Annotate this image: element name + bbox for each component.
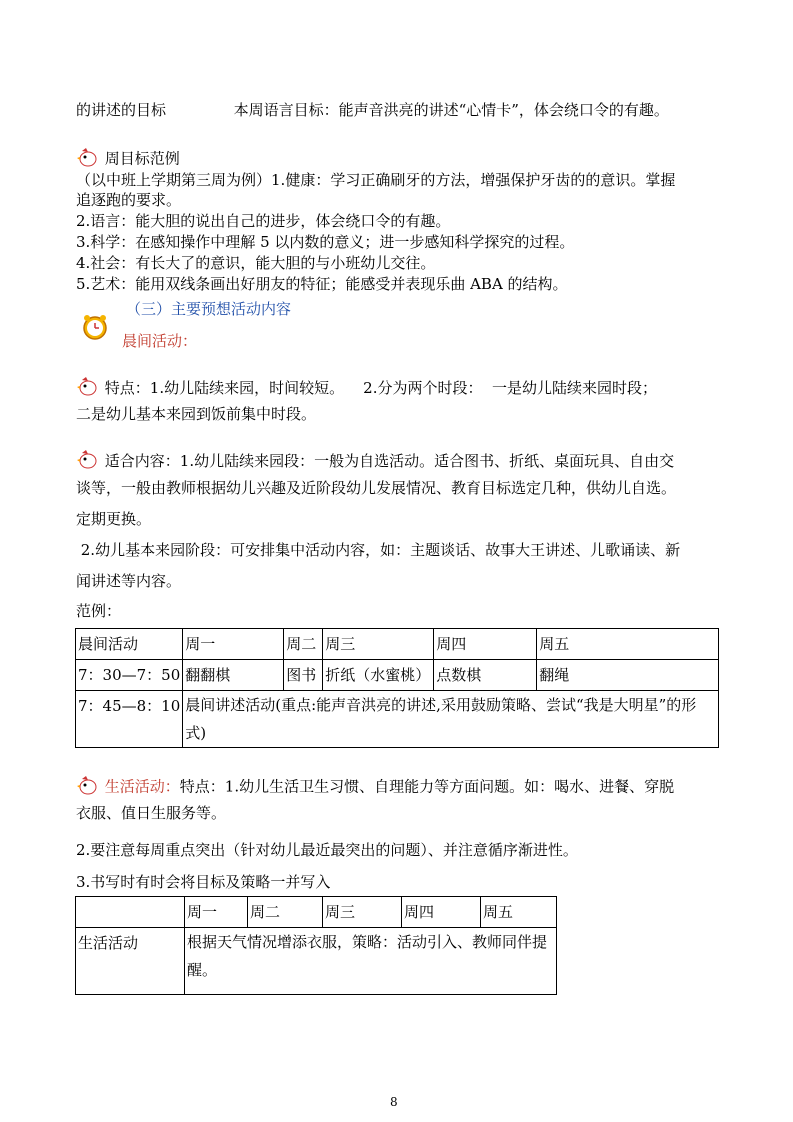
content-row: [76, 447, 674, 477]
table-header-cell: 周一: [185, 897, 248, 928]
life-text: 衣服、值日生服务等。: [76, 804, 227, 822]
table-header-cell: 周五: [537, 629, 719, 660]
chick-icon: [76, 773, 100, 802]
table-row: [76, 691, 719, 748]
table-cell: 7：30—7：50: [76, 660, 183, 691]
content-text: 定期更换。: [76, 510, 152, 528]
week-goal-line: 5.艺术：能用双线条画出好朋友的特征；能感受并表现乐曲 ABA 的结构。: [76, 275, 568, 293]
chick-icon: [76, 447, 100, 477]
features-row: [76, 374, 657, 404]
table-header-cell: 周二: [284, 629, 323, 660]
life-activity-label: 生活活动：: [104, 777, 180, 796]
table-cell: 翻绳: [537, 660, 719, 691]
content-text: 适合内容：1.幼儿陆续来园段：一般为自选活动。适合图书、折纸、桌面玩具、自由交: [104, 452, 675, 470]
week-goal-line: 2.语言：能大胆的说出自己的进步，体会绕口令的有趣。: [76, 212, 451, 230]
table-cell: 7：45—8：10: [76, 691, 183, 748]
table-cell: 图书: [284, 660, 323, 691]
example-label: 范例：: [76, 602, 122, 620]
table-cell: 根据天气情况增添衣服，策略：活动引入、教师同伴提醒。: [185, 928, 557, 995]
life-text: 3.书写时有时会将目标及策略一并写入: [76, 873, 331, 891]
life-text: 特点：1.幼儿生活卫生习惯、自理能力等方面问题。如：喝水、进餐、穿脱: [179, 777, 675, 796]
goal-text-line: [76, 100, 669, 120]
table-header-cell: 周五: [481, 897, 557, 928]
week-goal-line: （以中班上学期第三周为例）1.健康：学习正确刷牙的方法，增强保护牙齿的的意识。掌握: [76, 171, 676, 189]
table-header-cell: 周四: [434, 629, 537, 660]
table-cell: 折纸（水蜜桃）: [323, 660, 434, 691]
table-row: [76, 897, 557, 928]
morning-activity-heading: 晨间活动：: [122, 332, 198, 350]
features-text: 特点：1.幼儿陆续来园，时间较短。 2.分为两个时段： 一是幼儿陆续来园时段；: [104, 379, 658, 397]
table-header-cell: 晨间活动: [76, 629, 183, 660]
table-header-cell: 周三: [323, 897, 402, 928]
clock-icon: [80, 312, 110, 347]
features-text: 二是幼儿基本来园到饭前集中时段。: [76, 405, 317, 423]
weekly-language-goal: 本周语言目标：能声音洪亮的讲述“心情卡”，体会绕口令的有趣。: [233, 101, 669, 119]
table-header-cell: 周四: [402, 897, 481, 928]
life-schedule-table: [75, 896, 557, 995]
section-title: （三）主要预想活动内容: [126, 300, 292, 318]
morning-schedule-table: [75, 628, 719, 748]
table-cell: 翻翻棋: [183, 660, 284, 691]
table-cell: 晨间讲述活动(重点:能声音洪亮的讲述,采用鼓励策略、尝试“我是大明星”的形式): [183, 691, 719, 748]
goal-label: 的讲述的目标: [76, 101, 167, 119]
content-text: 闻讲述等内容。: [76, 572, 182, 590]
table-row: [76, 629, 719, 660]
table-row: [76, 928, 557, 995]
table-cell: 点数棋: [434, 660, 537, 691]
table-header-cell: 周三: [323, 629, 434, 660]
content-text: 谈等，一般由教师根据幼儿兴趣及近阶段幼儿发展情况、教育目标选定几种，供幼儿自选。: [76, 479, 677, 497]
week-goal-line: 追逐跑的要求。: [76, 191, 182, 209]
content-text: 2.幼儿基本来园阶段：可安排集中活动内容，如：主题谈话、故事大王讲述、儿歌诵读、新: [76, 541, 681, 559]
table-header-cell: [76, 897, 185, 928]
life-row: [76, 773, 674, 802]
week-goal-line: 4.社会：有长大了的意识，能大胆的与小班幼儿交往。: [76, 254, 436, 272]
table-header-cell: 周一: [183, 629, 284, 660]
page-number: 8: [390, 1095, 398, 1109]
table-header-cell: 周二: [248, 897, 323, 928]
week-goal-title: 周目标范例: [104, 149, 180, 168]
week-goal-line: 3.科学：在感知操作中理解 5 以内数的意义；进一步感知科学探究的过程。: [76, 233, 575, 251]
life-text: 2.要注意每周重点突出（针对幼儿最近最突出的问题）、并注意循序渐进性。: [76, 841, 578, 859]
chick-icon: [76, 374, 100, 404]
table-row: [76, 660, 719, 691]
table-cell: 生活活动: [76, 928, 185, 995]
